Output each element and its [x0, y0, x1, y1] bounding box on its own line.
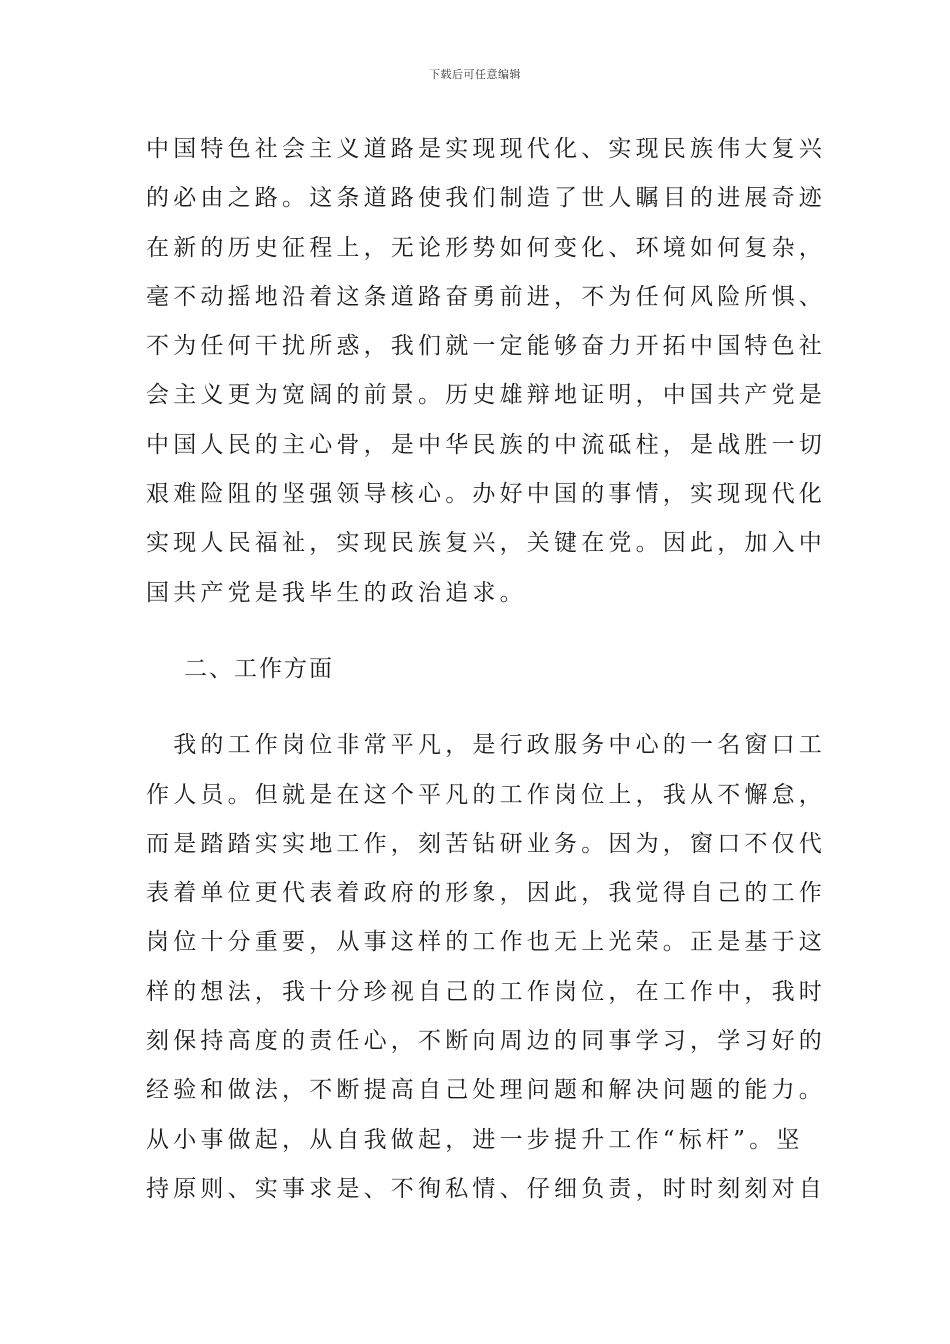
header-note: 下载后可任意编辑	[429, 68, 521, 81]
text-line: 持原则、实事求是、不徇私情、仔细负责，时时刻刻对自	[146, 1175, 826, 1202]
text-line: 我的工作岗位非常平凡，是行政服务中心的一名窗口工	[146, 732, 826, 759]
text-line: 国共产党是我毕生的政治追求。	[146, 579, 527, 606]
text-line: 而是踏踏实实地工作，刻苦钻研业务。因为，窗口不仅代	[146, 830, 826, 857]
text-line: 作人员。但就是在这个平凡的工作岗位上，我从不懈怠，	[146, 781, 826, 808]
text-line: 中国人民的主心骨，是中华民族的中流砥柱，是战胜一切	[146, 431, 826, 458]
text-line: 表着单位更代表着政府的形象，因此，我觉得自己的工作	[146, 880, 826, 907]
text-line: 中国特色社会主义道路是实现现代化、实现民族伟大复兴	[146, 136, 826, 162]
paragraph-gap	[146, 694, 810, 721]
text-line: 艰难险阻的坚强领导核心。办好中国的事情，实现现代化	[146, 481, 826, 508]
text-line: 实现人民福祉，实现民族复兴，关键在党。因此，加入中	[146, 530, 826, 557]
text-line: 毫不动摇地沿着这条道路奋勇前进，不为任何风险所惧、	[146, 283, 826, 310]
paragraph-gap	[146, 618, 810, 645]
text-line: 刻保持高度的责任心，不断向周边的同事学习，学习好的	[146, 1028, 826, 1055]
text-line: 会主义更为宽阔的前景。历史雄辩地证明，中国共产党是	[146, 382, 826, 409]
section-heading: 二、工作方面	[184, 655, 334, 682]
paragraph-2	[146, 721, 826, 1214]
paragraph-1	[146, 125, 826, 618]
text-line: 的必由之路。这条道路使我们制造了世人瞩目的进展奇迹	[146, 185, 826, 212]
document-body	[146, 125, 826, 1214]
text-line: 经验和做法，不断提高自己处理问题和解决问题的能力。	[146, 1077, 826, 1104]
text-line: 从小事做起，从自我做起，进一步提升工作“标杆”。坚	[146, 1126, 804, 1153]
text-line: 样的想法，我十分珍视自己的工作岗位，在工作中，我时	[146, 978, 826, 1005]
text-line: 岗位十分重要，从事这样的工作也无上光荣。正是基于这	[146, 929, 826, 956]
text-line: 不为任何干扰所惑，我们就一定能够奋力开拓中国特色社	[146, 333, 826, 360]
text-line: 在新的历史征程上，无论形势如何变化、环境如何复杂，	[146, 234, 826, 261]
